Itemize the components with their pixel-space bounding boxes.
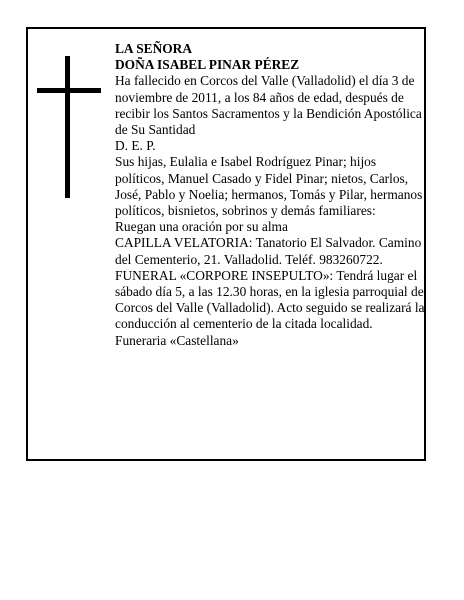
- cross-icon: [37, 56, 101, 198]
- rip-line: D. E. P.: [115, 138, 156, 154]
- cross-vertical-bar: [65, 56, 70, 198]
- death-announcement: Ha fallecido en Corcos del Valle (Valladolid) el día 3 de noviembre de 2011, a los 84 años de edad, después de recibir los Santos Sacramentos y la Bendición Apostólica de Su Santidad: [115, 73, 422, 138]
- family-list: Sus hijas, Eulalia e Isabel Rodríguez Pinar; hijos políticos, Manuel Casado y Fidel Pinar; nietos, Carlos, José, Pablo y Noelia; hermanos, Tomás y Pilar, hermanos políticos, bisnietos, sobrinos y demás familiares:: [115, 154, 423, 219]
- cross-horizontal-bar: [37, 88, 101, 93]
- chapel-info: CAPILLA VELATORIA: Tanatorio El Salvador. Camino del Cementerio, 21. Valladolid. Teléf. 983260722.: [115, 235, 422, 267]
- deceased-name: DOÑA ISABEL PINAR PÉREZ: [115, 57, 300, 73]
- funeral-info: FUNERAL «CORPORE INSEPULTO»: Tendrá lugar el sábado día 5, a las 12.30 horas, en la iglesia parroquial de Corcos del Valle (Valladolid). Acto seguido se realizará la conducción al cementerio de la citada localidad.: [115, 267, 425, 332]
- notice-title: LA SEÑORA: [115, 41, 193, 56]
- notice-text: [115, 41, 428, 349]
- obituary-notice: [26, 27, 426, 461]
- prayer-request: Ruegan una oración por su alma: [115, 219, 288, 235]
- funeral-home: Funeraria «Castellana»: [115, 332, 239, 348]
